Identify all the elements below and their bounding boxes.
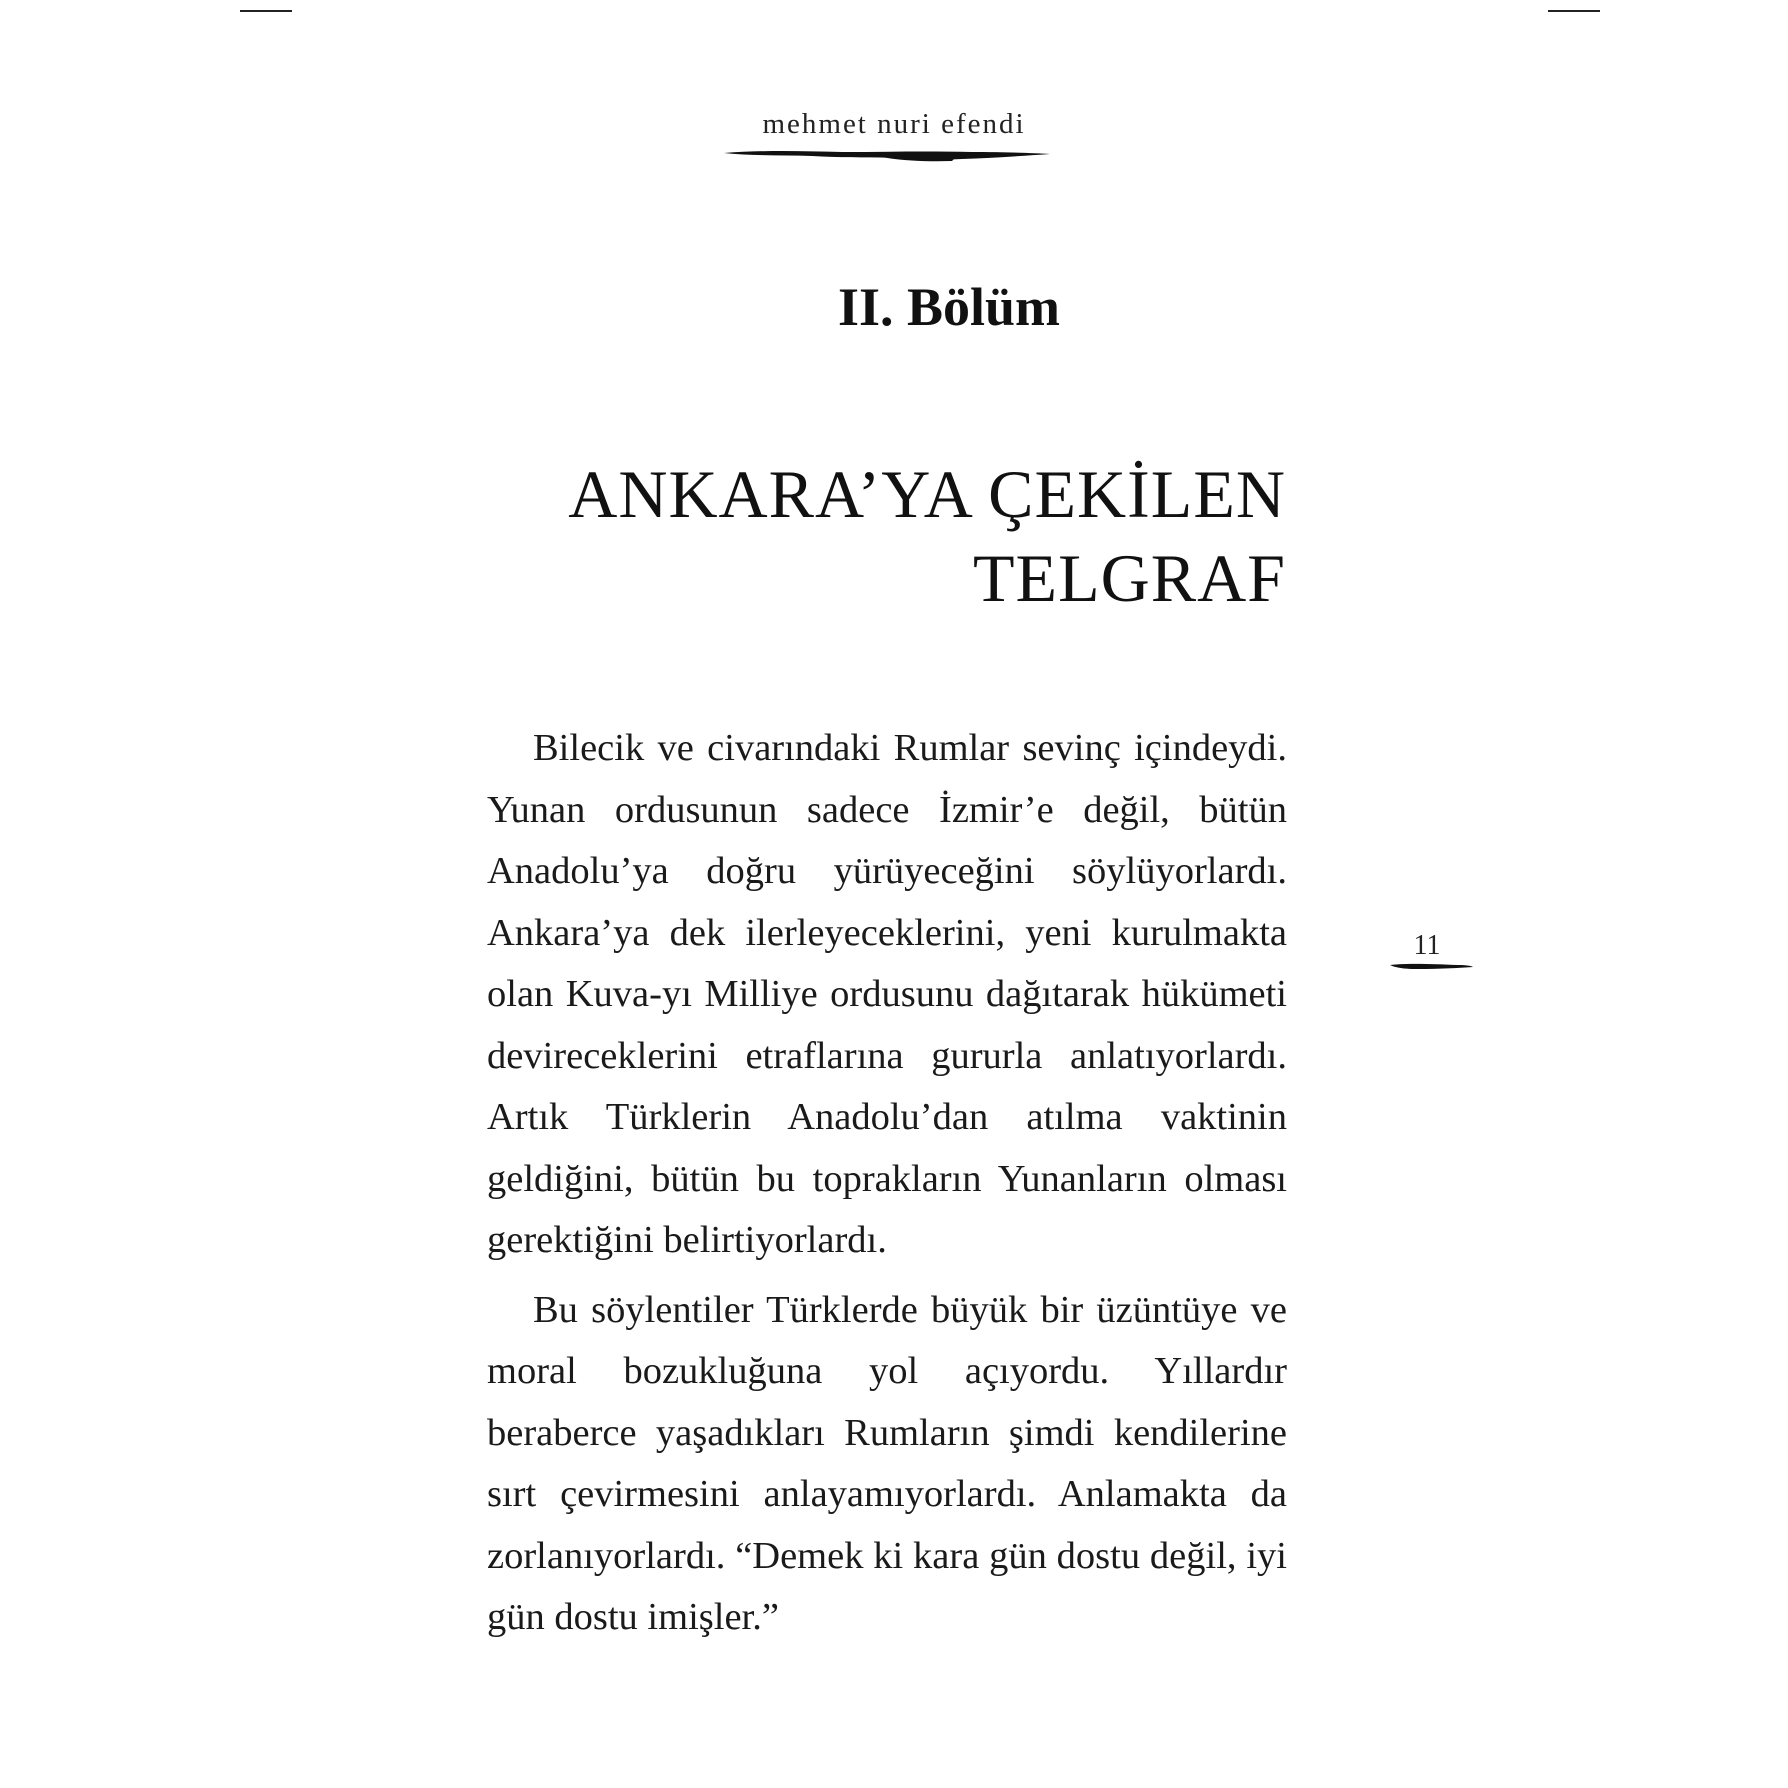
body-text	[487, 718, 1287, 1657]
crop-mark-left	[240, 10, 292, 12]
paragraph-1: Bilecik ve civarındaki Rumlar sevinç içindeydi. Yunan ordusunun sadece İzmir’e değil, bütün Anadolu’ya doğru yürüyeceğini söylüyorlardı. Ankara’ya dek ilerleyeceklerini, yeni kurulmakta olan Kuva-yı Milliye ordusunu dağıtarak hükümeti devireceklerini etraflarına gururla anlatıyorlardı. Artık Türklerin Anadolu’dan atılma vaktinin geldiğini, bütün bu toprakların Yunanların olması gerektiğini belirtiyorlardı.	[487, 727, 1287, 1261]
running-head-text: mehmet nuri efendi	[762, 108, 1026, 140]
running-head	[0, 108, 1788, 141]
crop-mark-right	[1548, 10, 1600, 12]
page-number: 11	[1413, 930, 1441, 961]
brush-stroke-ornament	[722, 146, 1052, 164]
page-number-brush-stroke	[1388, 960, 1474, 972]
chapter-title	[480, 452, 1286, 620]
chapter-label: II. Bölüm	[837, 277, 1061, 337]
paragraph-2: Bu söylentiler Türklerde büyük bir üzüntüye ve moral bozukluğuna yol açıyordu. Yıllardır beraberce yaşadıkları Rumların şimdi kendilerine sırt çevirmesini anlayamıyorlardı. Anlamakta da zorlanıyorlardı. “Demek ki kara gün dostu değil, iyi gün dostu imişler.”	[487, 1288, 1287, 1638]
chapter-title-line-2: TELGRAF	[973, 540, 1286, 616]
chapter-title-line-1: ANKARA’YA ÇEKİLEN	[568, 456, 1286, 532]
